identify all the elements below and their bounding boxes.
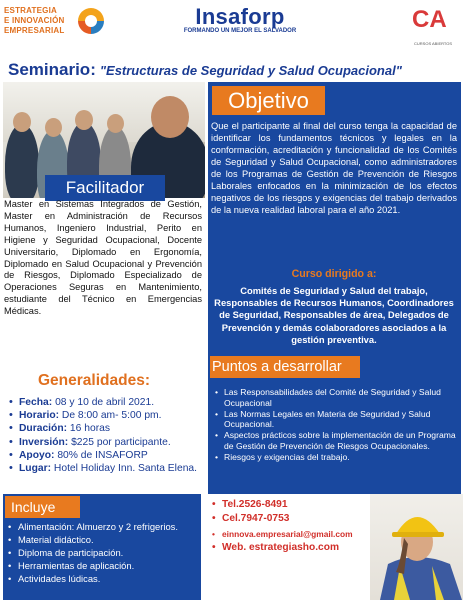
- list-item: • Lugar: Hotel Holiday Inn. Santa Elena.: [6, 462, 206, 475]
- incluye-heading: Incluye: [5, 496, 80, 518]
- list-item: • Apoyo: 80% de INSAFORP: [6, 449, 206, 462]
- contact-list: [210, 498, 380, 555]
- estrategia-emblem-icon: [78, 8, 104, 34]
- phone-number[interactable]: • Tel.2526-8491: [210, 498, 380, 512]
- seminar-title: [8, 60, 458, 80]
- worker-illustration: [370, 494, 463, 600]
- email-link[interactable]: • einnova.empresarial@gmail.com: [210, 527, 380, 541]
- cell-number[interactable]: • Cel.7947-0753: [210, 512, 380, 526]
- insaforp-logo: Insaforp FORMANDO UN MEJOR EL SALVADOR: [183, 4, 297, 34]
- list-item: • Fecha: 08 y 10 de abril 2021.: [6, 396, 206, 409]
- estrategia-logo: ESTRATEGIA E INNOVACIÓN EMPRESARIAL: [4, 6, 65, 35]
- generalidades-list: [6, 396, 206, 475]
- list-item: • Riesgos y exigencias del trabajo.: [213, 452, 456, 463]
- list-item: • Herramientas de aplicación.: [6, 559, 200, 572]
- list-item: • Alimentación: Almuerzo y 2 refrigerios.: [6, 520, 200, 533]
- safety-worker-image: [370, 494, 463, 600]
- list-item: • Material didáctico.: [6, 533, 200, 546]
- list-item: • Aspectos prácticos sobre la implementación de un Programa de Gestión de Prevención de Riesgos Ocupacionales.: [213, 430, 456, 452]
- puntos-list: [213, 387, 456, 463]
- list-item: • Inversión: $225 por participante.: [6, 436, 206, 449]
- objetivo-heading: Objetivo: [212, 86, 325, 115]
- incluye-list: [6, 520, 200, 585]
- website-link[interactable]: • Web. estrategiasho.com: [210, 541, 380, 555]
- seminar-name: "Estructuras de Seguridad y Salud Ocupacional": [99, 63, 402, 78]
- list-item: • Las Normas Legales en Materia de Seguridad y Salud Ocupacional.: [213, 409, 456, 431]
- seminar-label: Seminario:: [8, 60, 96, 79]
- facilitador-heading: Facilitador: [45, 175, 165, 201]
- list-item: • Diploma de participación.: [6, 546, 200, 559]
- curso-heading: Curso dirigido a:: [291, 268, 377, 280]
- list-item: • Duración: 16 horas: [6, 422, 206, 435]
- list-item: • Las Responsabilidades del Comité de Seguridad y Salud Ocupacional: [213, 387, 456, 409]
- facilitador-bio: Master en Sistemas Integrados de Gestión, Master en Administración de Recursos Humanos, Ingeniero Industrial, Perito en Higiene y Seguridad Ocupacional, Docente Universitario, Diplomado en Ergonomía, Diplomado en Salud Ocupacional y Prevención de Riesgos, Diplomado Especializado de Operaciones Seguras en Mantenimiento, estudiante del Técnico en Emergencias Médicas.: [4, 199, 202, 317]
- generalidades-heading: Generalidades:: [38, 372, 150, 389]
- header: [0, 0, 463, 56]
- cursos-abiertos-logo: CA CURSOS ABIERTOS: [412, 6, 453, 46]
- list-item: • Actividades lúdicas.: [6, 572, 200, 585]
- list-item: • Horario: De 8:00 am- 5:00 pm.: [6, 409, 206, 422]
- curso-text: Comités de Seguridad y Salud del trabajo, Responsables de Recursos Humanos, Coordinadores de Seguridad, Responsables de área, Delegados de Prevención y demás colaboradores asociados a la gestión preventiva.: [214, 285, 454, 345]
- puntos-heading: Puntos a desarrollar: [210, 356, 360, 378]
- objetivo-text: Que el participante al final del curso tenga la capacidad de identificar los fundamentos técnicos y legales en la conformación, acreditación y funcionalidad de los Comités de Seguridad y Salud Ocupacional, como administradores de los Programas de Gestión de Prevención de Riesgos Laborales enfocados en la minimización de los efectos negativos de los riesgos y exigencias del trabajo derivados de la nueva realidad laboral para el año 2021.: [211, 121, 457, 215]
